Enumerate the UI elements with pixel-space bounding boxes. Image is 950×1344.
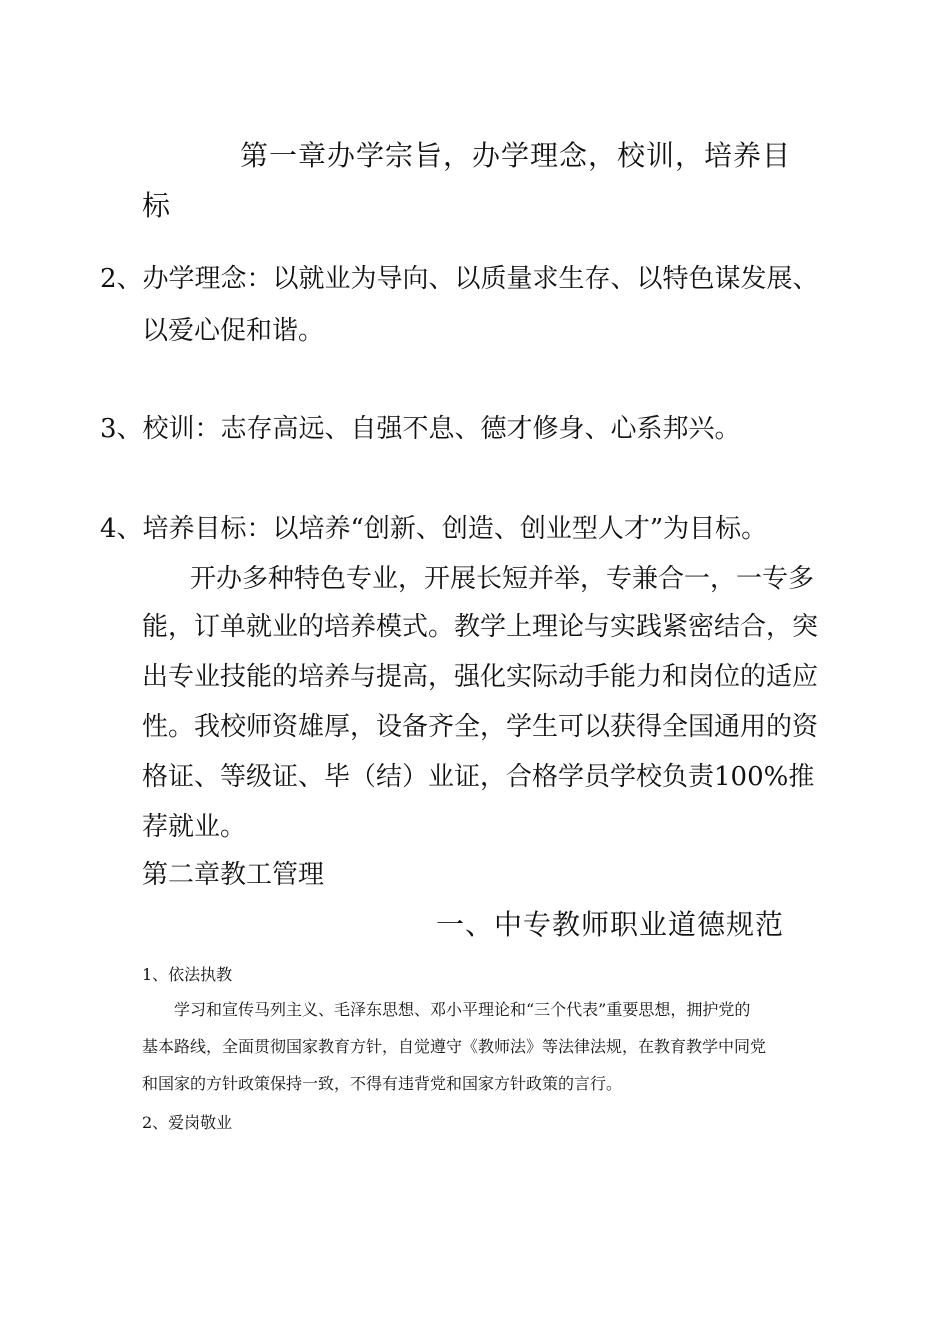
rule1-line: 学习和宣传马列主义、毛泽东思想、邓小平理论和“三个代表”重要思想，拥护党的 bbox=[174, 1000, 751, 1019]
rule1-line: 和国家的方针政策保持一致，不得有违背党和国家方针政策的言行。 bbox=[142, 1074, 623, 1093]
para1-line: 荐就业。 bbox=[142, 812, 247, 842]
section1-title: 一、中专教师职业道德规范 bbox=[436, 908, 785, 941]
para1-line: 出专业技能的培养与提高，强化实际动手能力和岗位的适应 bbox=[142, 662, 819, 692]
chapter1-title-line2: 标 bbox=[142, 189, 172, 222]
para1-line: 能，订单就业的培养模式。教学上理论与实践紧密结合，突 bbox=[142, 612, 819, 642]
chapter2-title: 第二章教工管理 bbox=[142, 860, 325, 890]
para1-line: 格证、等级证、毕（结）业证，合格学员学校负责100%推 bbox=[142, 762, 815, 792]
rule1-line: 基本路线，全面贯彻国家教育方针，自觉遵守《教师法》等法律法规，在教育教学中同党 bbox=[142, 1037, 767, 1056]
para1-line: 性。我校师资雄厚，设备齐全，学生可以获得全国通用的资 bbox=[142, 712, 819, 742]
rule1-heading: 1、依法执教 bbox=[142, 965, 233, 984]
para1-line: 开办多种特色专业，开展长短并举，专兼合一，一专多 bbox=[190, 564, 815, 594]
item2-line1: 2、办学理念：以就业为导向、以质量求生存、以特色谋发展、 bbox=[100, 264, 819, 294]
item2-line2: 以爱心促和谐。 bbox=[142, 316, 325, 346]
rule2-heading: 2、爱岗敬业 bbox=[142, 1113, 233, 1132]
item3-line1: 3、校训：志存高远、自强不息、德才修身、心系邦兴。 bbox=[100, 414, 741, 444]
chapter1-title-line1: 第一章办学宗旨，办学理念，校训，培养目 bbox=[240, 139, 792, 172]
item4-line1: 4、培养目标：以培养“创新、创造、创业型人才”为目标。 bbox=[100, 514, 768, 544]
